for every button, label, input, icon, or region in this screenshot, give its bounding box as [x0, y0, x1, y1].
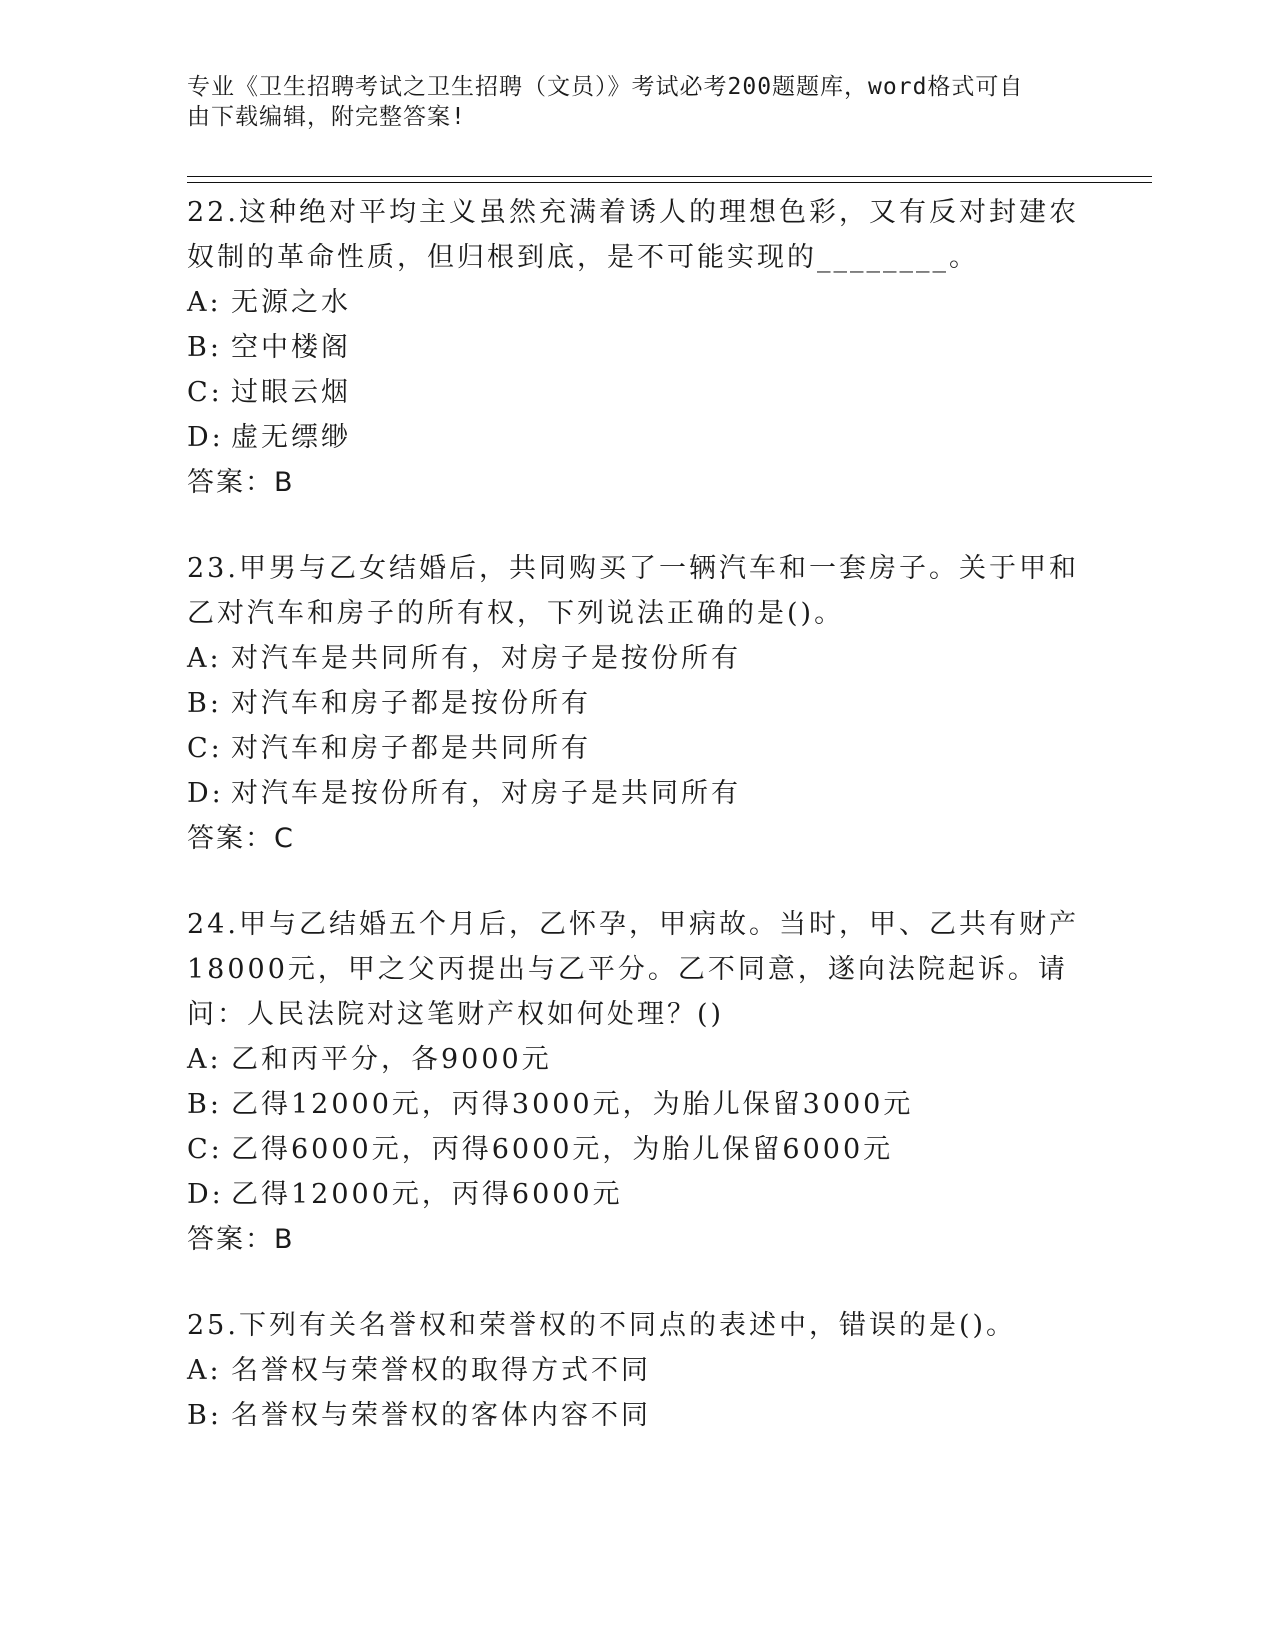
option-key: A: [187, 1355, 222, 1386]
option-c [187, 370, 1087, 415]
question-22 [187, 190, 1087, 505]
option-text: 对汽车是按份所有，对房子是共同所有 [231, 778, 741, 809]
question-list [187, 190, 1087, 1479]
option-key: B: [187, 688, 222, 719]
option-key: B: [187, 1400, 222, 1431]
option-text: 乙得12000元，丙得3000元，为胎儿保留3000元 [231, 1089, 914, 1120]
answer-label: 答案：B [187, 1224, 295, 1255]
option-text: 对汽车和房子都是共同所有 [231, 733, 591, 764]
header-line-2: 由下载编辑，附完整答案! [187, 104, 466, 130]
document-header [187, 72, 1067, 132]
option-key: B: [187, 1089, 222, 1120]
question-text: 24.甲与乙结婚五个月后，乙怀孕，甲病故。当时，甲、乙共有财产18000元，甲之父丙提出与乙平分。乙不同意，遂向法院起诉。请问：人民法院对这笔财产权如何处理？() [187, 909, 1079, 1030]
option-key: D: [187, 1179, 224, 1210]
option-c [187, 726, 1087, 771]
option-key: C: [187, 377, 223, 408]
option-key: C: [187, 1134, 223, 1165]
option-key: B: [187, 332, 222, 363]
option-text: 虚无缥缈 [231, 422, 351, 453]
option-text: 过眼云烟 [231, 377, 351, 408]
option-a [187, 280, 1087, 325]
option-b [187, 325, 1087, 370]
option-a [187, 636, 1087, 681]
option-b [187, 681, 1087, 726]
option-b [187, 1082, 1087, 1127]
option-text: 乙得6000元，丙得6000元，为胎儿保留6000元 [231, 1134, 894, 1165]
question-23 [187, 546, 1087, 861]
option-key: A: [187, 287, 222, 318]
option-a [187, 1037, 1087, 1082]
option-text: 无源之水 [231, 287, 351, 318]
question-text: 22.这种绝对平均主义虽然充满着诱人的理想色彩，又有反对封建农奴制的革命性质，但归根到底，是不可能实现的________。 [187, 197, 1079, 273]
option-text: 名誉权与荣誉权的客体内容不同 [231, 1400, 651, 1431]
option-b [187, 1393, 1087, 1438]
question-25 [187, 1303, 1087, 1438]
option-text: 乙得12000元，丙得6000元 [231, 1179, 623, 1210]
option-text: 对汽车是共同所有，对房子是按份所有 [231, 643, 741, 674]
header-divider-bottom [187, 182, 1152, 183]
option-text: 乙和丙平分，各9000元 [231, 1044, 552, 1075]
option-text: 名誉权与荣誉权的取得方式不同 [231, 1355, 651, 1386]
question-24 [187, 902, 1087, 1262]
option-text: 对汽车和房子都是按份所有 [231, 688, 591, 719]
answer-label: 答案：B [187, 467, 295, 498]
question-text: 23.甲男与乙女结婚后，共同购买了一辆汽车和一套房子。关于甲和乙对汽车和房子的所有权，下列说法正确的是()。 [187, 553, 1079, 629]
option-key: C: [187, 733, 223, 764]
option-key: A: [187, 643, 222, 674]
header-line-1: 专业《卫生招聘考试之卫生招聘（文员）》考试必考200题题库，word格式可自 [187, 74, 1024, 100]
question-text: 25.下列有关名誉权和荣誉权的不同点的表述中，错误的是()。 [187, 1310, 1017, 1341]
header-divider-top [187, 176, 1152, 177]
option-key: D: [187, 422, 224, 453]
option-text: 空中楼阁 [231, 332, 351, 363]
option-d [187, 415, 1087, 460]
option-d [187, 771, 1087, 816]
option-a [187, 1348, 1087, 1393]
option-key: D: [187, 778, 224, 809]
option-key: A: [187, 1044, 222, 1075]
option-d [187, 1172, 1087, 1217]
option-c [187, 1127, 1087, 1172]
answer-label: 答案：C [187, 823, 295, 854]
